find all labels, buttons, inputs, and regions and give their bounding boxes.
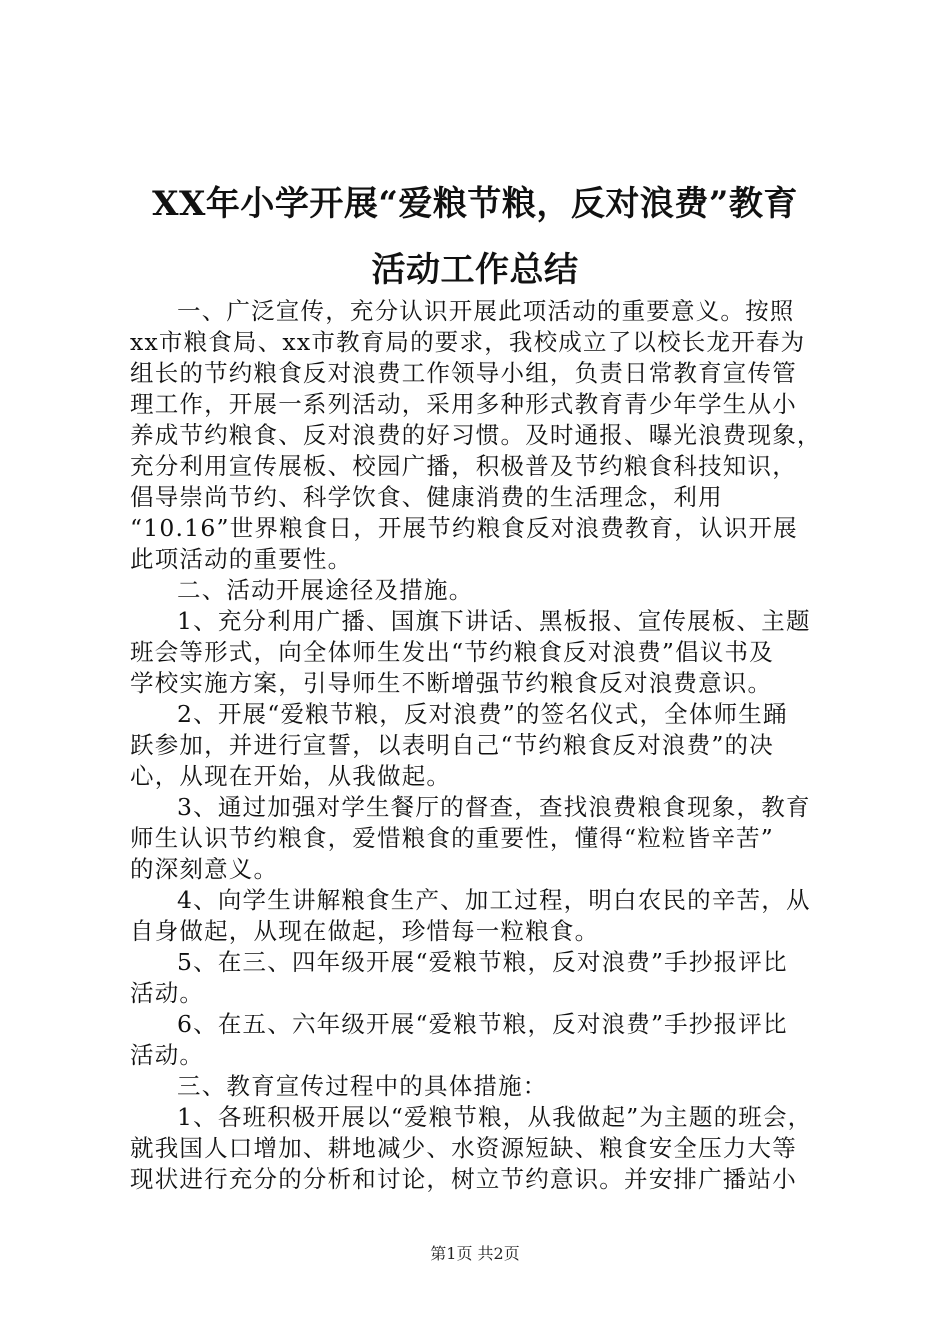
body-line: 活动。 [130,1041,205,1069]
body-line: 的深刻意义。 [130,855,279,883]
page-footer: 第1页 共2页 [430,1244,520,1263]
body-line: 组长的节约粮食反对浪费工作领导小组，负责日常教育宣传管 [130,359,797,387]
body-line: 1、各班积极开展以“爱粮节粮，从我做起”为主题的班会， [177,1103,813,1131]
body-line: 班会等形式，向全体师生发出“节约粮食反对浪费”倡议书及 [130,638,774,666]
body-line: 学校实施方案，引导师生不断增强节约粮食反对浪费意识。 [130,669,773,697]
body-line: 4、向学生讲解粮食生产、加工过程，明白农民的辛苦，从 [177,886,811,914]
body-line: 倡导崇尚节约、科学饮食、健康消费的生活理念，利用 [130,483,723,511]
body-line: “10.16”世界粮食日，开展节约粮食反对浪费教育，认识开展 [130,514,798,542]
body-line: 6、在五、六年级开展“爱粮节粮，反对浪费”手抄报评比 [177,1010,788,1038]
body-line: 1、充分利用广播、国旗下讲话、黑板报、宣传展板、主题 [177,607,811,635]
body-line: xx市粮食局、xx市教育局的要求，我校成立了以校长龙开春为 [130,328,806,356]
body-line: 理工作，开展一系列活动，采用多种形式教育青少年学生从小 [130,390,797,418]
document-body [130,296,830,1195]
body-line: 养成节约粮食、反对浪费的好习惯。及时通报、曝光浪费现象， [130,421,822,449]
body-line: 充分利用宣传展板、校园广播，积极普及节约粮食科技知识， [130,452,797,480]
body-line: 心，从现在开始，从我做起。 [130,762,452,790]
body-line: 现状进行充分的分析和讨论，树立节约意识。并安排广播站小 [130,1165,797,1193]
body-line: 活动。 [130,979,205,1007]
body-line: 跃参加，并进行宣誓，以表明自己“节约粮食反对浪费”的决 [130,731,774,759]
document-title-line-1: XX年小学开展“爱粮节粮，反对浪费”教育 [152,184,798,224]
body-line: 二、活动开展途径及措施。 [177,576,474,604]
body-line: 此项活动的重要性。 [130,545,353,573]
body-line: 5、在三、四年级开展“爱粮节粮，反对浪费”手抄报评比 [177,948,788,976]
body-line: 就我国人口增加、耕地减少、水资源短缺、粮食安全压力大等 [130,1134,797,1162]
body-line: 师生认识节约粮食，爱惜粮食的重要性，懂得“粒粒皆辛苦” [130,824,774,852]
body-line: 2、开展“爱粮节粮，反对浪费”的签名仪式，全体师生踊 [177,700,788,728]
body-line: 自身做起，从现在做起，珍惜每一粒粮食。 [130,917,600,945]
document-title-line-2: 活动工作总结 [371,250,579,290]
body-line: 一、广泛宣传，充分认识开展此项活动的重要意义。按照 [177,297,795,325]
body-line: 三、教育宣传过程中的具体措施： [177,1072,548,1100]
body-line: 3、通过加强对学生餐厅的督查，查找浪费粮食现象，教育 [177,793,811,821]
